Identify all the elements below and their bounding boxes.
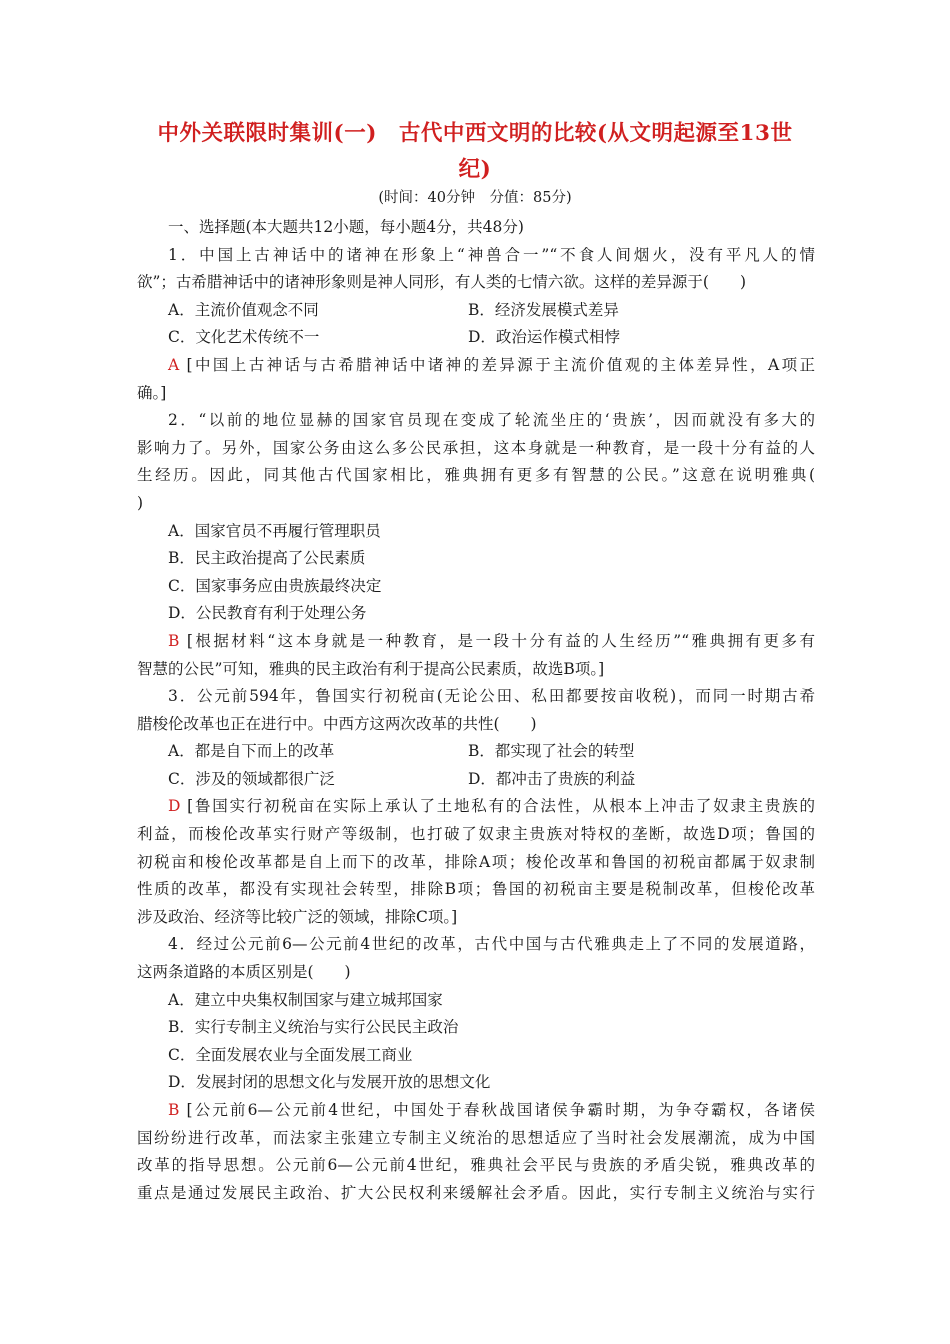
- question-4: [137, 931, 815, 1207]
- section-heading: 一、选择题(本大题共12小题，每小题4分，共48分): [168, 218, 524, 236]
- question-stem: 生经历。因此，同其他古代国家相比，雅典拥有更多有智慧的公民。”这意在说明雅典(: [137, 466, 815, 485]
- time-score-info: (时间：40分钟 分值：85分): [378, 190, 572, 206]
- explanation-text: 确。]: [137, 383, 167, 402]
- explanation-text: [中国上古神话与古希腊神话中诸神的差异源于主流价值观的主体差异性，A项正: [186, 355, 815, 374]
- question-stem: 1．中国上古神话中的诸神在形象上“神兽合一”“不食人间烟火，没有平凡人的情: [168, 245, 815, 264]
- question-stem: 这两条道路的本质区别是( ): [137, 963, 351, 982]
- answer-explanation: [137, 793, 815, 821]
- option-b: B．实行专制主义统治与实行公民民主政治: [168, 1018, 459, 1037]
- question-stem: ): [137, 493, 144, 512]
- option-c: C．全面发展农业与全面发展工商业: [168, 1045, 413, 1064]
- option-d: D．都冲击了贵族的利益: [468, 769, 636, 788]
- answer-letter: B: [168, 1101, 180, 1119]
- explanation-text: 初税亩和梭伦改革都是自上而下的改革，排除A项；梭伦改革和鲁国的初税亩都属于奴隶制: [137, 852, 815, 871]
- question-stem: 欲”；古希腊神话中的诸神形象则是神人同形，有人类的七情六欲。这样的差异源于( ): [137, 273, 747, 292]
- option-d: D．政治运作模式相悖: [468, 328, 620, 347]
- explanation-text: 重点是通过发展民主政治、扩大公民权利来缓解社会矛盾。因此，实行专制主义统治与实行: [137, 1183, 815, 1202]
- answer-letter: B: [168, 631, 180, 650]
- option-b: B．都实现了社会的转型: [468, 742, 635, 761]
- options-row: [137, 297, 815, 325]
- option-d: D．发展封闭的思想文化与发展开放的思想文化: [168, 1073, 491, 1092]
- explanation-text: 性质的改革，都没有实现社会转型，排除B项；鲁国的初税亩主要是税制改革，但梭伦改革: [137, 880, 815, 899]
- explanation-text: 改革的指导思想。公元前6—公元前4世纪，雅典社会平民与贵族的矛盾尖锐，雅典改革的: [137, 1156, 815, 1175]
- answer-explanation: [137, 1097, 815, 1125]
- answer-letter: D: [168, 797, 181, 816]
- option-c: C．文化艺术传统不一: [168, 328, 320, 347]
- title-line-1: 中外关联限时集训(一) 古代中西文明的比较(从文明起源至13世: [157, 121, 793, 146]
- option-a: A．都是自下而上的改革: [168, 742, 335, 761]
- question-3: [137, 683, 815, 931]
- options-row: [137, 738, 815, 766]
- explanation-text: 利益，而梭伦改革实行财产等级制，也打破了奴隶主贵族对特权的垄断，故选D项；鲁国的: [137, 825, 815, 844]
- explanation-text: [公元前6—公元前4世纪，中国处于春秋战国诸侯争霸时期，为争夺霸权，各诸侯: [186, 1101, 815, 1119]
- question-stem: 腊梭伦改革也正在进行中。中西方这两次改革的共性( ): [137, 714, 537, 733]
- answer-letter: A: [168, 355, 180, 374]
- question-body: [137, 214, 815, 1207]
- option-a: A．主流价值观念不同: [168, 300, 319, 319]
- question-stem: 4．经过公元前6—公元前4世纪的改革，古代中国与古代雅典走上了不同的发展道路，: [168, 935, 815, 954]
- answer-explanation: [137, 352, 815, 380]
- explanation-text: 国纷纷进行改革，而法家主张建立专制主义统治的思想适应了当时社会发展潮流，成为中国: [137, 1128, 815, 1147]
- explanation-text: [鲁国实行初税亩在实际上承认了土地私有的合法性，从根本上冲击了奴隶主贵族的: [187, 797, 815, 816]
- document-title: [140, 116, 810, 188]
- option-c: C．涉及的领域都很广泛: [168, 769, 335, 788]
- question-stem: 影响力了。另外，国家公务由这么多公民承担，这本身就是一种教育，是一段十分有益的人: [137, 438, 815, 457]
- question-2: [137, 407, 815, 683]
- question-1: [137, 242, 815, 408]
- question-stem: 2．“以前的地位显赫的国家官员现在变成了轮流坐庄的‘贵族’，因而就没有多大的: [168, 411, 815, 430]
- answer-explanation: [137, 628, 815, 656]
- option-b: B．民主政治提高了公民素质: [168, 549, 366, 568]
- option-a: A．建立中央集权制国家与建立城邦国家: [168, 990, 443, 1009]
- options-row: [137, 766, 815, 794]
- explanation-text: [根据材料“这本身就是一种教育，是一段十分有益的人生经历”“雅典拥有更多有: [186, 631, 815, 650]
- options-row: [137, 324, 815, 352]
- option-c: C．国家事务应由贵族最终决定: [168, 576, 382, 595]
- explanation-text: 涉及政治、经济等比较广泛的领域，排除C项。]: [137, 907, 458, 926]
- question-stem: 3．公元前594年，鲁国实行初税亩(无论公田、私田都要按亩收税)，而同一时期古希: [168, 687, 815, 706]
- explanation-text: 智慧的公民”可知，雅典的民主政治有利于提高公民素质，故选B项。]: [137, 659, 605, 678]
- option-d: D．公民教育有利于处理公务: [168, 604, 367, 623]
- title-line-2: 纪): [458, 157, 492, 182]
- option-a: A．国家官员不再履行管理职员: [168, 521, 381, 540]
- option-b: B．经济发展模式差异: [468, 300, 619, 319]
